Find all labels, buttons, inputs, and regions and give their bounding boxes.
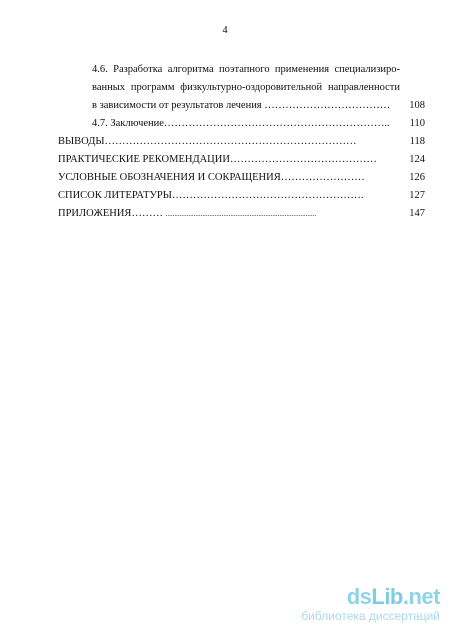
toc-line: 4.7. Заключение……………………………………………………….. xyxy=(92,118,390,129)
toc-line: 4.6. Разработка алгоритма поэтапного применения специализиро- xyxy=(92,64,400,75)
toc-page-number: 126 xyxy=(409,172,425,183)
toc-page-number: 110 xyxy=(409,118,425,129)
toc-line: УСЛОВНЫЕ ОБОЗНАЧЕНИЯ И СОКРАЩЕНИЯ…………………… xyxy=(58,172,365,183)
toc-line: ПРАКТИЧЕСКИЕ РЕКОМЕНДАЦИИ…………………………………… xyxy=(58,154,377,165)
toc-line: в зависимости от результатов лечения ……………………………… xyxy=(92,100,391,111)
toc-page-number: 147 xyxy=(409,208,425,219)
watermark-caption: библиотека диссертаций xyxy=(301,609,440,623)
toc-line xyxy=(58,207,316,221)
toc-page-number: 118 xyxy=(409,136,425,147)
watermark-logo-lib: Lib xyxy=(371,584,403,609)
toc-line: СПИСОК ЛИТЕРАТУРЫ………………………………………………. xyxy=(58,190,364,201)
toc-page-number: 124 xyxy=(409,154,425,165)
watermark-logo-ds: ds xyxy=(346,584,372,609)
toc-line: ванных программ физкультурно-оздоровительной направленности xyxy=(92,82,400,93)
toc-leader-dots: ...................................................................................... xyxy=(165,210,317,218)
watermark-logo xyxy=(301,586,440,608)
toc-line: ВЫВОДЫ……………………………………………………………… xyxy=(58,136,357,147)
watermark-logo-net: .net xyxy=(402,584,440,609)
page-number: 4 xyxy=(222,25,228,36)
toc-line-text: ПРИЛОЖЕНИЯ……… xyxy=(58,208,166,219)
watermark xyxy=(301,586,440,623)
toc-page-number: 108 xyxy=(409,100,425,111)
toc-page-number: 127 xyxy=(409,190,425,201)
